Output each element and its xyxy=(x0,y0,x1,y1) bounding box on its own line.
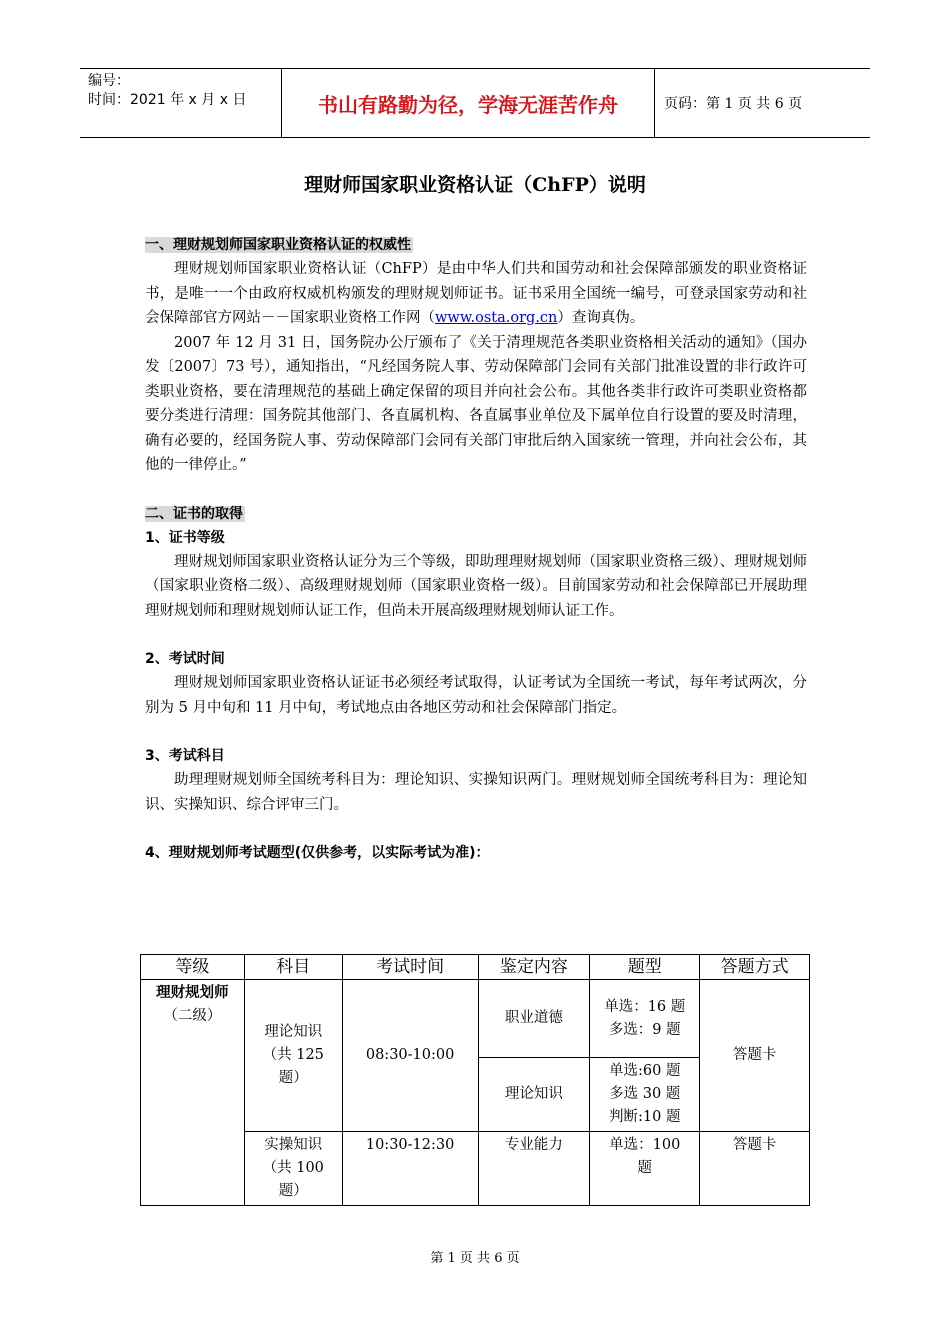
header-page-info: 页码：第 1 页 共 6 页 xyxy=(664,96,803,112)
content1-cell: 职业道德 xyxy=(478,980,590,1058)
header-subject: 科目 xyxy=(244,955,342,980)
subsection4-heading: 4、理财规划师考试题型(仅供参考，以实际考试为准)： xyxy=(145,845,490,861)
type2-cell: 单选:60 题 多选 30 题 判断:10 题 xyxy=(590,1058,700,1132)
table-row xyxy=(141,980,810,1058)
subject2-cell: 实操知识 （共 100 题） xyxy=(244,1132,342,1206)
time2-cell: 10:30-12:30 xyxy=(342,1132,478,1206)
subsection1-heading: 1、证书等级 xyxy=(145,529,225,546)
content3-cell: 专业能力 xyxy=(478,1132,590,1206)
section2-heading: 二、证书的取得 xyxy=(145,505,243,522)
osta-link[interactable]: www.osta.org.cn xyxy=(435,310,558,326)
section1-paragraph1: 理财规划师国家职业资格认证（ChFP）是由中华人们共和国劳动和社会保障部颁发的职业资格证书，是唯一一个由政府权威机构颁发的理财规划师证书。证书采用全国统一编号，可登录国家劳动和社会保障部官方网站－－国家职业资格工作网（www.osta.org.cn）查询真伪。 xyxy=(145,261,807,326)
header-level: 等级 xyxy=(141,955,245,980)
subsection3-heading: 3、考试科目 xyxy=(145,748,225,764)
level-cell: 理财规划师 （二级） xyxy=(141,980,245,1206)
header-time: 考试时间 xyxy=(342,955,478,980)
document-title: 理财师国家职业资格认证（ChFP）说明 xyxy=(304,174,646,196)
header-meta xyxy=(80,69,282,137)
subsection2-heading: 2、考试时间 xyxy=(145,651,225,667)
answer1-cell: 答题卡 xyxy=(700,980,810,1132)
header-motto: 书山有路勤为径，学海无涯苦作舟 xyxy=(282,69,655,137)
number-label: 编号： xyxy=(88,73,130,89)
header-answer: 答题方式 xyxy=(700,955,810,980)
answer2-cell: 答题卡 xyxy=(700,1132,810,1206)
page-header xyxy=(80,68,870,138)
subsection2-paragraph: 理财规划师国家职业资格认证证书必须经考试取得，认证考试为全国统一考试，每年考试两次，分别为 5 月中旬和 11 月中旬，考试地点由各地区劳动和社会保障部门指定。 xyxy=(145,675,807,716)
page-footer: 第 1 页 共 6 页 xyxy=(430,1251,520,1266)
header-type: 题型 xyxy=(590,955,700,980)
content2-cell: 理论知识 xyxy=(478,1058,590,1132)
header-content: 鉴定内容 xyxy=(478,955,590,980)
section1-paragraph2: 2007 年 12 月 31 日，国务院办公厅颁布了《关于清理规范各类职业资格相关活动的通知》（国办发〔2007〕73 号），通知指出，“凡经国务院人事、劳动保障部门会同有关部门批准设置的非行政许可类职业资格，要在清理规范的基础上确定保留的项目并向社会公布。其他各类非行政许可类职业资格都要分类进行清理：国务院其他部门、各直属机构、各直属事业单位及下属单位自行设置的要及时清理，确有必要的，经国务院人事、劳动保障部门会同有关部门审批后纳入国家统一管理，并向社会公布，其他的一律停止。” xyxy=(145,334,807,473)
time-label: 时间：2021 年 x 月 x 日 xyxy=(88,92,247,108)
document-body xyxy=(145,233,807,865)
subsection3-paragraph: 助理理财规划师全国统考科目为：理论知识、实操知识两门。理财规划师全国统考科目为：理论知识、实操知识、综合评审三门。 xyxy=(145,772,807,813)
section1-heading: 一、理财规划师国家职业资格认证的权威性 xyxy=(145,237,411,253)
type1-cell: 单选：16 题 多选：9 题 xyxy=(590,980,700,1058)
subject1-cell: 理论知识 （共 125 题） xyxy=(244,980,342,1132)
exam-table xyxy=(140,954,810,1206)
table-header-row xyxy=(141,955,810,980)
subsection1-paragraph: 理财规划师国家职业资格认证分为三个等级，即助理理财规划师（国家职业资格三级）、理财规划师（国家职业资格二级）、高级理财规划师（国家职业资格一级）。目前国家劳动和社会保障部已开展助理理财规划师和理财规划师认证工作，但尚未开展高级理财规划师认证工作。 xyxy=(145,553,807,619)
time1-cell: 08:30-10:00 xyxy=(342,980,478,1132)
type3-cell: 单选：100 题 xyxy=(590,1132,700,1206)
